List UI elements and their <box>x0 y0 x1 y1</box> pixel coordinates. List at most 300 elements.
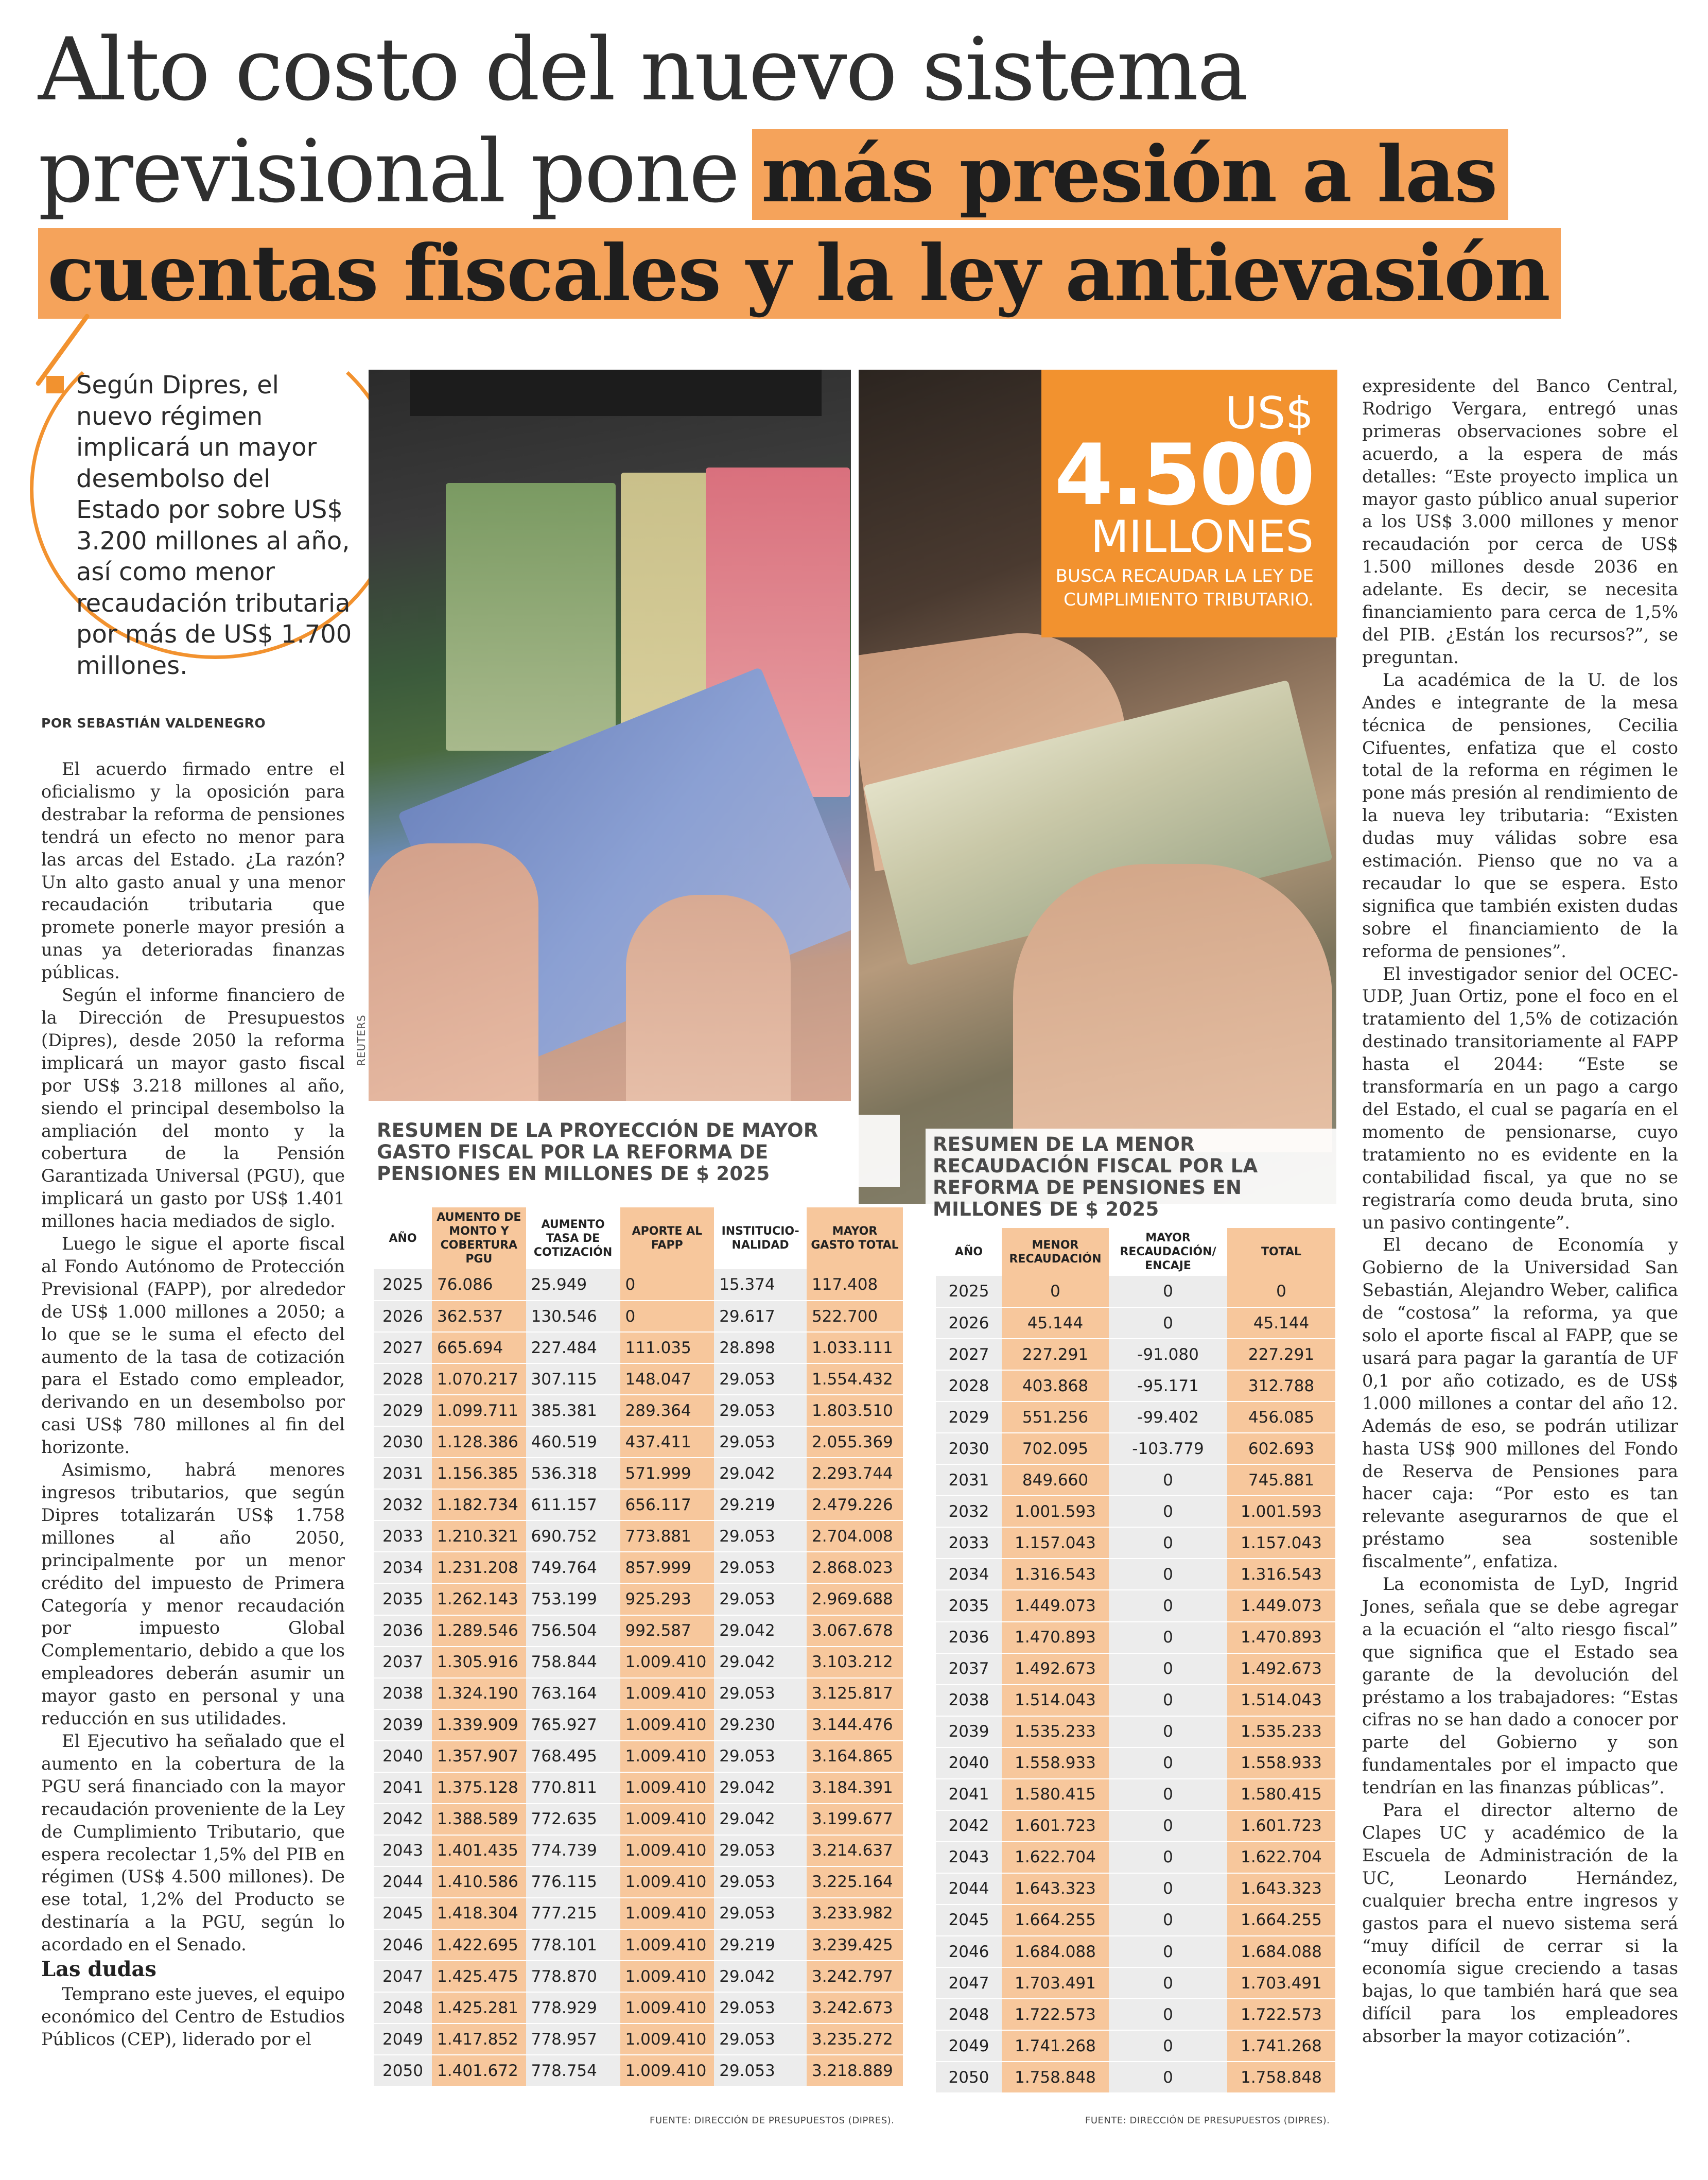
table1-row <box>374 1489 903 1520</box>
table1-value-cell: 29.042 <box>714 1615 807 1647</box>
table2-year-cell: 2050 <box>936 2062 1002 2093</box>
table1-value-cell: 1.425.475 <box>432 1961 526 1992</box>
table1-value-cell: 29.053 <box>714 1898 807 1929</box>
table1-value-cell: 29.230 <box>714 1709 807 1741</box>
table2-value-cell: -103.779 <box>1109 1433 1227 1464</box>
table2-value-cell: 1.449.073 <box>1002 1590 1109 1621</box>
callout-unit: MILLONES <box>1090 511 1314 563</box>
table2-row <box>936 1527 1335 1559</box>
paragraph: La académica de la U. de los Andes e integrante de la mesa técnica de pensiones, Cecilia Cifuentes, enfatiza que el costo total de la reforma en régimen le pone más presión al rendimiento de la nueva ley tributaria: “Existen dudas muy válidas sobre esa estimación. Pienso que no va a recaudar lo que se espera. Esto significa que también existen dudas sobre el financiamiento de la reforma de pensiones”. <box>1362 669 1678 961</box>
table1-header-row <box>374 1207 903 1269</box>
table1-value-cell: 437.411 <box>620 1426 714 1458</box>
table1-value-cell: 753.199 <box>526 1583 620 1615</box>
table1-value-cell: 2.969.688 <box>807 1583 903 1615</box>
table1-value-cell: 1.418.304 <box>432 1898 526 1929</box>
table2-value-cell: 1.741.268 <box>1002 2030 1109 2062</box>
table1-year-cell: 2044 <box>374 1866 432 1898</box>
table1-value-cell: 25.949 <box>526 1269 620 1301</box>
table2-value-cell: 0 <box>1109 1967 1227 1999</box>
table2-menor-recaudacion <box>936 1228 1335 2094</box>
table1-value-cell: 763.164 <box>526 1678 620 1709</box>
headline-line-2 <box>38 123 1675 224</box>
table2-value-cell: 1.492.673 <box>1227 1653 1335 1685</box>
table2-year-cell: 2049 <box>936 2030 1002 2062</box>
table1-value-cell: 768.495 <box>526 1741 620 1772</box>
table1-value-cell: 778.754 <box>526 2055 620 2086</box>
paragraph: Asimismo, habrá menores ingresos tributarios, que según Dipres totalizarán US$ 1.758 millones al año 2050, principalmente por un menor crédito del impuesto de Primera Categoría y menor recaudación por impuesto Global Complementario, debido a que los empleadores deberán asumir un mayor gasto en personal y una reducción en sus utilidades. <box>41 1460 345 1729</box>
headline-line-2-plain: previsional pone <box>38 121 739 222</box>
table2-year-cell: 2028 <box>936 1370 1002 1402</box>
table2-value-cell: 0 <box>1109 1496 1227 1527</box>
table2-row <box>936 1716 1335 1748</box>
callout-number: 4.500 <box>1054 426 1314 524</box>
table1-year-cell: 2033 <box>374 1520 432 1552</box>
table2-value-cell: 0 <box>1109 1653 1227 1685</box>
paragraph: expresidente del Banco Central, Rodrigo Vergara, entregó unas primeras observaciones sobre el acuerdo, a la espera de más detalles: “Este proyecto implica un mayor gasto público anual superior a los US$ 3.000 millones y menor recaudación por cerca de US$ 1.500 millones desde 2036 en adelante. Es decir, se necesita financiamiento para cerca de 1,5% del PIB. ¿Están los recursos?”, se preguntan. <box>1362 376 1678 667</box>
table1-value-cell: 749.764 <box>526 1552 620 1583</box>
table1-value-cell: 2.293.744 <box>807 1458 903 1489</box>
table2-header-row <box>936 1228 1335 1276</box>
table2-value-cell: 1.703.491 <box>1002 1967 1109 1999</box>
table1-value-cell: 3.184.391 <box>807 1772 903 1804</box>
table2-source: FUENTE: DIRECCIÓN DE PRESUPUESTOS (DIPRES). <box>1085 2115 1330 2126</box>
table1-value-cell: 1.099.711 <box>432 1395 526 1426</box>
photo-credit: REUTERS <box>355 1014 368 1066</box>
table1-row <box>374 1647 903 1678</box>
table1-year-cell: 2038 <box>374 1678 432 1709</box>
table1-year-cell: 2034 <box>374 1552 432 1583</box>
drawer-edge <box>410 370 822 416</box>
table2-year-cell: 2039 <box>936 1716 1002 1748</box>
table1-row <box>374 1301 903 1332</box>
table2-value-cell: 1.001.593 <box>1227 1496 1335 1527</box>
table2-year-cell: 2038 <box>936 1685 1002 1716</box>
callout-box <box>1041 370 1337 637</box>
table2-value-cell: 0 <box>1109 1779 1227 1810</box>
table2-value-cell: 745.881 <box>1227 1464 1335 1496</box>
table1-value-cell: 3.067.678 <box>807 1615 903 1647</box>
table1-year-cell: 2049 <box>374 2023 432 2055</box>
table1-value-cell: 3.235.272 <box>807 2023 903 2055</box>
table2-value-cell: 1.535.233 <box>1227 1716 1335 1748</box>
table1-value-cell: 29.053 <box>714 2055 807 2086</box>
table1-value-cell: 756.504 <box>526 1615 620 1647</box>
table1-row <box>374 1678 903 1709</box>
table1-value-cell: 307.115 <box>526 1363 620 1395</box>
table1-value-cell: 130.546 <box>526 1301 620 1332</box>
table1-value-cell: 1.009.410 <box>620 2055 714 2086</box>
table1-value-cell: 571.999 <box>620 1458 714 1489</box>
table2-value-cell: 0 <box>1109 1873 1227 1905</box>
table2-row <box>936 1370 1335 1402</box>
table2-value-cell: 1.157.043 <box>1227 1527 1335 1559</box>
lead-deck <box>46 370 355 681</box>
table1-value-cell: 29.053 <box>714 1741 807 1772</box>
table1-source: FUENTE: DIRECCIÓN DE PRESUPUESTOS (DIPRES). <box>650 2115 895 2126</box>
table2-value-cell: 0 <box>1109 1685 1227 1716</box>
table2-row <box>936 1685 1335 1716</box>
table1-value-cell: 1.210.321 <box>432 1520 526 1552</box>
table1-value-cell: 29.042 <box>714 1458 807 1489</box>
table1-value-cell: 3.125.817 <box>807 1678 903 1709</box>
table1-row <box>374 2055 903 2086</box>
table2-row <box>936 1339 1335 1370</box>
table1-value-cell: 3.218.889 <box>807 2055 903 2086</box>
table2-row <box>936 1622 1335 1653</box>
table1-row <box>374 1709 903 1741</box>
table1-value-cell: 3.242.673 <box>807 1992 903 2023</box>
table2-value-cell: 1.601.723 <box>1002 1810 1109 1842</box>
table1-year-cell: 2036 <box>374 1615 432 1647</box>
table2-row <box>936 1590 1335 1621</box>
lead-bullet-icon <box>46 376 64 393</box>
table2-value-cell: 1.758.848 <box>1227 2062 1335 2093</box>
table1-value-cell: 1.425.281 <box>432 1992 526 2023</box>
table2-value-cell: 1.558.933 <box>1227 1748 1335 1779</box>
table1-value-cell: 772.635 <box>526 1804 620 1835</box>
table1-value-cell: 773.881 <box>620 1520 714 1552</box>
table1-value-cell: 460.519 <box>526 1426 620 1458</box>
table2-value-cell: 45.144 <box>1227 1307 1335 1339</box>
table2-value-cell: 1.722.573 <box>1002 1999 1109 2030</box>
table2-row <box>936 1842 1335 1873</box>
table2-year-cell: 2036 <box>936 1622 1002 1653</box>
paragraph: El Ejecutivo ha señalado que el aumento en la cobertura de la PGU será financiado con la mayor recaudación proveniente de la Ley de Cumplimiento Tributario, que espera recolectar 1,5% del PIB en régimen (US$ 4.500 millones). De ese total, 1,2% del Producto se destinaría a la PGU, según lo acordado en el Senado. <box>41 1731 345 1955</box>
table1-value-cell: 3.242.797 <box>807 1961 903 1992</box>
table1-value-cell: 29.053 <box>714 1426 807 1458</box>
table1-value-cell: 1.339.909 <box>432 1709 526 1741</box>
table2-year-cell: 2045 <box>936 1905 1002 1936</box>
table1-value-cell: 1.803.510 <box>807 1395 903 1426</box>
table1-value-cell: 665.694 <box>432 1332 526 1363</box>
table2-row <box>936 1307 1335 1339</box>
table1-value-cell: 2.055.369 <box>807 1426 903 1458</box>
table2-value-cell: 1.449.073 <box>1227 1590 1335 1621</box>
table1-value-cell: 765.927 <box>526 1709 620 1741</box>
table1-row <box>374 1929 903 1961</box>
headline-line-3-highlight: cuentas fiscales y la ley antievasión <box>38 228 1561 319</box>
table2-value-cell: 0 <box>1109 1527 1227 1559</box>
table2-row <box>936 1653 1335 1685</box>
table1-row <box>374 1520 903 1552</box>
table2-value-cell: 1.684.088 <box>1227 1936 1335 1967</box>
table2-value-cell: 1.643.323 <box>1002 1873 1109 1905</box>
table2-value-cell: 227.291 <box>1002 1339 1109 1370</box>
table2-row <box>936 1276 1335 1307</box>
table2-header-cell: TOTAL <box>1227 1228 1335 1276</box>
table1-value-cell: 3.164.865 <box>807 1741 903 1772</box>
table2-value-cell: 1.684.088 <box>1002 1936 1109 1967</box>
body-column-right <box>1362 375 1678 2048</box>
table1-value-cell: 1.009.410 <box>620 1835 714 1866</box>
table1-year-cell: 2029 <box>374 1395 432 1426</box>
table2-value-cell: 0 <box>1109 1622 1227 1653</box>
table2-year-cell: 2033 <box>936 1527 1002 1559</box>
table2-value-cell: 0 <box>1109 1464 1227 1496</box>
table2-body <box>936 1276 1335 2093</box>
table2-value-cell: -99.402 <box>1109 1402 1227 1433</box>
table2-year-cell: 2040 <box>936 1748 1002 1779</box>
table1-value-cell: 1.554.432 <box>807 1363 903 1395</box>
table1-value-cell: 1.375.128 <box>432 1772 526 1804</box>
table2-value-cell: 0 <box>1109 1716 1227 1748</box>
table2-value-cell: 1.514.043 <box>1227 1685 1335 1716</box>
hand-receiving <box>1013 864 1332 1152</box>
table2-value-cell: 1.558.933 <box>1002 1748 1109 1779</box>
table1-value-cell: 3.214.637 <box>807 1835 903 1866</box>
table2-row <box>936 1402 1335 1433</box>
table1-value-cell: 29.042 <box>714 1772 807 1804</box>
table1-year-cell: 2031 <box>374 1458 432 1489</box>
table2-value-cell: 1.703.491 <box>1227 1967 1335 1999</box>
table2-row <box>936 1936 1335 1967</box>
table1-header-cell: AÑO <box>374 1207 432 1269</box>
table2-value-cell: 0 <box>1109 2062 1227 2093</box>
table1-value-cell: 385.381 <box>526 1395 620 1426</box>
table1-value-cell: 1.410.586 <box>432 1866 526 1898</box>
table2-value-cell: 1.470.893 <box>1002 1622 1109 1653</box>
table1-value-cell: 3.199.677 <box>807 1804 903 1835</box>
table1-value-cell: 522.700 <box>807 1301 903 1332</box>
paragraph: El decano de Economía y Gobierno de la Universidad San Sebastián, Alejandro Weber, califica de “costosa” la reforma, ya que solo el aporte fiscal al FAPP, que se usará para pagar la garantía de UF 0,1 por año cotizado, es de US$ 1.000 millones a contar del año 12. Además de eso, se podrán utilizar hasta US$ 900 millones del Fondo de Reserva de Pensiones para hacer caja: “Por esto es tan relevante asegurarnos de que el préstamo sea sostenible fiscalmente”, enfatiza. <box>1362 1235 1678 1572</box>
table2-value-cell: 1.580.415 <box>1002 1779 1109 1810</box>
table1-value-cell: 1.009.410 <box>620 1647 714 1678</box>
subheading: Las dudas <box>41 1957 156 1982</box>
table1-value-cell: 76.086 <box>432 1269 526 1301</box>
table1-value-cell: 2.704.008 <box>807 1520 903 1552</box>
body-column-left <box>41 758 345 2051</box>
table1-value-cell: 1.009.410 <box>620 1772 714 1804</box>
table2-row <box>936 1464 1335 1496</box>
table2-year-cell: 2044 <box>936 1873 1002 1905</box>
table1-year-cell: 2027 <box>374 1332 432 1363</box>
table2-value-cell: 1.741.268 <box>1227 2030 1335 2062</box>
table1-value-cell: 29.053 <box>714 2023 807 2055</box>
paragraph: El acuerdo firmado entre el oficialismo y la oposición para destrabar la reforma de pensiones tendrá un efecto no menor para las arcas del Estado. ¿La razón? Un alto gasto anual y una menor recaudación tributaria que promete ponerle mayor presión a unas ya deterioradas finanzas públicas. <box>41 759 345 983</box>
table2-year-cell: 2030 <box>936 1433 1002 1464</box>
table1-value-cell: 29.042 <box>714 1804 807 1835</box>
table1-row <box>374 1898 903 1929</box>
table1-value-cell: 778.929 <box>526 1992 620 2023</box>
paragraph: Temprano este jueves, el equipo económico del Centro de Estudios Públicos (CEP), liderado por el <box>41 1984 345 2049</box>
table2-value-cell: 1.622.704 <box>1227 1842 1335 1873</box>
table2-value-cell: 0 <box>1109 1810 1227 1842</box>
table1-year-cell: 2032 <box>374 1489 432 1520</box>
table1-value-cell: 656.117 <box>620 1489 714 1520</box>
table2-value-cell: 602.693 <box>1227 1433 1335 1464</box>
table1-value-cell: 758.844 <box>526 1647 620 1678</box>
table1-row <box>374 1426 903 1458</box>
table2-value-cell: 1.643.323 <box>1227 1873 1335 1905</box>
table1-value-cell: 1.009.410 <box>620 2023 714 2055</box>
table2-row <box>936 2062 1335 2093</box>
table1-row <box>374 2023 903 2055</box>
table2-value-cell: 0 <box>1109 2030 1227 2062</box>
table1-value-cell: 29.219 <box>714 1929 807 1961</box>
table2-value-cell: 702.095 <box>1002 1433 1109 1464</box>
table2-title: RESUMEN DE LA MENOR RECAUDACIÓN FISCAL POR LA REFORMA DE PENSIONES EN MILLONES DE $ 2025 <box>926 1129 1337 1222</box>
callout-currency: US$ <box>1225 388 1314 439</box>
table2-year-cell: 2046 <box>936 1936 1002 1967</box>
table2-year-cell: 2041 <box>936 1779 1002 1810</box>
table1-value-cell: 1.009.410 <box>620 1741 714 1772</box>
table1-value-cell: 29.042 <box>714 1961 807 1992</box>
table1-value-cell: 925.293 <box>620 1583 714 1615</box>
table1-value-cell: 0 <box>620 1269 714 1301</box>
table1-body <box>374 1269 903 2086</box>
table1-value-cell: 1.033.111 <box>807 1332 903 1363</box>
table1-value-cell: 29.042 <box>714 1647 807 1678</box>
table2-value-cell: 1.664.255 <box>1227 1905 1335 1936</box>
table1-value-cell: 857.999 <box>620 1552 714 1583</box>
table2-value-cell: -91.080 <box>1109 1339 1227 1370</box>
table1-year-cell: 2025 <box>374 1269 432 1301</box>
table2-value-cell: 1.001.593 <box>1002 1496 1109 1527</box>
table1-value-cell: 117.408 <box>807 1269 903 1301</box>
table1-year-cell: 2026 <box>374 1301 432 1332</box>
table2-value-cell: 0 <box>1109 1748 1227 1779</box>
headline-line-3 <box>38 224 1675 326</box>
table1-value-cell: 3.233.982 <box>807 1898 903 1929</box>
table1-year-cell: 2041 <box>374 1772 432 1804</box>
hand-left <box>369 843 538 1101</box>
headline-line-2-highlight: más presión a las <box>752 129 1508 220</box>
photo-banknotes-drawer <box>369 370 851 1101</box>
table1-value-cell: 28.898 <box>714 1332 807 1363</box>
table2-year-cell: 2037 <box>936 1653 1002 1685</box>
table2-year-cell: 2029 <box>936 1402 1002 1433</box>
table2-row <box>936 1559 1335 1590</box>
table1-value-cell: 1.231.208 <box>432 1552 526 1583</box>
table1-value-cell: 611.157 <box>526 1489 620 1520</box>
table1-value-cell: 29.053 <box>714 1520 807 1552</box>
table1-row <box>374 1992 903 2023</box>
table1-value-cell: 29.053 <box>714 1835 807 1866</box>
table2-value-cell: 1.157.043 <box>1002 1527 1109 1559</box>
table1-row <box>374 1363 903 1395</box>
table1-value-cell: 29.219 <box>714 1489 807 1520</box>
table1-header-cell: APORTE AL FAPP <box>620 1207 714 1269</box>
table1-value-cell: 29.053 <box>714 1583 807 1615</box>
table1-value-cell: 3.225.164 <box>807 1866 903 1898</box>
headline <box>38 21 1675 326</box>
paragraph: La economista de LyD, Ingrid Jones, señala que se debe agregar a la ecuación el “alto riesgo fiscal” que significa que el Estado sea garante de la devolución del préstamo a los trabajadores: “Estas cifras no se han dado a conocer por parte del Gobierno y son fundamentales por el impacto que tendrían en las finanzas públicas”. <box>1362 1574 1678 1798</box>
table2-value-cell: 1.316.543 <box>1227 1559 1335 1590</box>
table2-value-cell: 0 <box>1109 1307 1227 1339</box>
paragraph: Según el informe financiero de la Dirección de Presupuestos (Dipres), desde 2050 la reforma implicará un mayor gasto fiscal por US$ 3.218 millones al año, siendo el principal desembolso la ampliación del monto y la cobertura de la Pensión Garantizada Universal (PGU), que implicará un gasto por US$ 1.401 millones hacia mediados de siglo. <box>41 985 345 1232</box>
table2-value-cell: 849.660 <box>1002 1464 1109 1496</box>
table2-year-cell: 2047 <box>936 1967 1002 1999</box>
table1-value-cell: 778.870 <box>526 1961 620 1992</box>
table2-value-cell: 45.144 <box>1002 1307 1109 1339</box>
table1-year-cell: 2028 <box>374 1363 432 1395</box>
table1-value-cell: 29.053 <box>714 1395 807 1426</box>
table2-row <box>936 1905 1335 1936</box>
table1-year-cell: 2045 <box>374 1898 432 1929</box>
table1-row <box>374 1552 903 1583</box>
table1-row <box>374 1772 903 1804</box>
table1-value-cell: 29.053 <box>714 1363 807 1395</box>
table2-value-cell: 0 <box>1109 1905 1227 1936</box>
table2-value-cell: 456.085 <box>1227 1402 1335 1433</box>
table1-header-cell: INSTITUCIO-NALIDAD <box>714 1207 807 1269</box>
table2-row <box>936 2030 1335 2062</box>
table1-value-cell: 29.053 <box>714 1678 807 1709</box>
table2-value-cell: 1.316.543 <box>1002 1559 1109 1590</box>
table2-row <box>936 1999 1335 2030</box>
paragraph: Luego le sigue el aporte fiscal al Fondo Autónomo de Protección Previsional (FAPP), por alrededor de US$ 1.000 millones a 2050; a lo que se le suma el efecto del aumento de la tasa de cotización para el Estado como empleador, derivando en un desembolso por casi US$ 780 millones al fin del horizonte. <box>41 1234 345 1458</box>
table1-value-cell: 690.752 <box>526 1520 620 1552</box>
table2-value-cell: 1.601.723 <box>1227 1810 1335 1842</box>
table1-year-cell: 2039 <box>374 1709 432 1741</box>
table1-year-cell: 2047 <box>374 1961 432 1992</box>
table1-year-cell: 2042 <box>374 1804 432 1835</box>
table1-year-cell: 2030 <box>374 1426 432 1458</box>
table1-value-cell: 1.388.589 <box>432 1804 526 1835</box>
table2-year-cell: 2025 <box>936 1276 1002 1307</box>
table1-value-cell: 1.009.410 <box>620 1678 714 1709</box>
table1-value-cell: 778.957 <box>526 2023 620 2055</box>
table2-value-cell: 0 <box>1002 1276 1109 1307</box>
table1-value-cell: 1.417.852 <box>432 2023 526 2055</box>
table1-row <box>374 1332 903 1363</box>
table1-value-cell: 774.739 <box>526 1835 620 1866</box>
table1-year-cell: 2048 <box>374 1992 432 2023</box>
table1-year-cell: 2046 <box>374 1929 432 1961</box>
table1-value-cell: 227.484 <box>526 1332 620 1363</box>
table2-value-cell: 312.788 <box>1227 1370 1335 1402</box>
table2-year-cell: 2032 <box>936 1496 1002 1527</box>
table2-row <box>936 1496 1335 1527</box>
table2-year-cell: 2043 <box>936 1842 1002 1873</box>
table2-value-cell: 0 <box>1109 1999 1227 2030</box>
table1-value-cell: 1.305.916 <box>432 1647 526 1678</box>
table2-header-cell: AÑO <box>936 1228 1002 1276</box>
table2-year-cell: 2035 <box>936 1590 1002 1621</box>
callout-subtitle: BUSCA RECAUDAR LA LEY DE CUMPLIMIENTO TRIBUTARIO. <box>1055 566 1314 610</box>
table1-value-cell: 1.401.435 <box>432 1835 526 1866</box>
table1-value-cell: 1.422.695 <box>432 1929 526 1961</box>
table1-year-cell: 2040 <box>374 1741 432 1772</box>
table2-row <box>936 1748 1335 1779</box>
lead-text: Según Dipres, el nuevo régimen implicará un mayor desembolso del Estado por sobre US$ 3.200 millones al año, así como menor recaudación tributaria por más de US$ 1.700 millones. <box>76 371 352 680</box>
table1-value-cell: 29.053 <box>714 1552 807 1583</box>
table2-value-cell: 1.580.415 <box>1227 1779 1335 1810</box>
table1-value-cell: 1.401.672 <box>432 2055 526 2086</box>
table1-value-cell: 1.324.190 <box>432 1678 526 1709</box>
table1-row <box>374 1866 903 1898</box>
table2-value-cell: 0 <box>1109 1276 1227 1307</box>
table1-row <box>374 1395 903 1426</box>
table2-value-cell: 0 <box>1227 1276 1335 1307</box>
table2-value-cell: 1.470.893 <box>1227 1622 1335 1653</box>
table2-value-cell: 1.664.255 <box>1002 1905 1109 1936</box>
table1-value-cell: 1.009.410 <box>620 1709 714 1741</box>
table2-year-cell: 2031 <box>936 1464 1002 1496</box>
table1-value-cell: 1.070.217 <box>432 1363 526 1395</box>
table1-value-cell: 1.009.410 <box>620 1866 714 1898</box>
table2-value-cell: 403.868 <box>1002 1370 1109 1402</box>
hand-right <box>626 895 791 1101</box>
table2-value-cell: 0 <box>1109 1936 1227 1967</box>
table2-value-cell: 1.535.233 <box>1002 1716 1109 1748</box>
table1-value-cell: 289.364 <box>620 1395 714 1426</box>
table1-value-cell: 770.811 <box>526 1772 620 1804</box>
table1-row <box>374 1269 903 1301</box>
table1-value-cell: 1.009.410 <box>620 1804 714 1835</box>
table1-value-cell: 1.009.410 <box>620 1929 714 1961</box>
table1-value-cell: 1.009.410 <box>620 1992 714 2023</box>
